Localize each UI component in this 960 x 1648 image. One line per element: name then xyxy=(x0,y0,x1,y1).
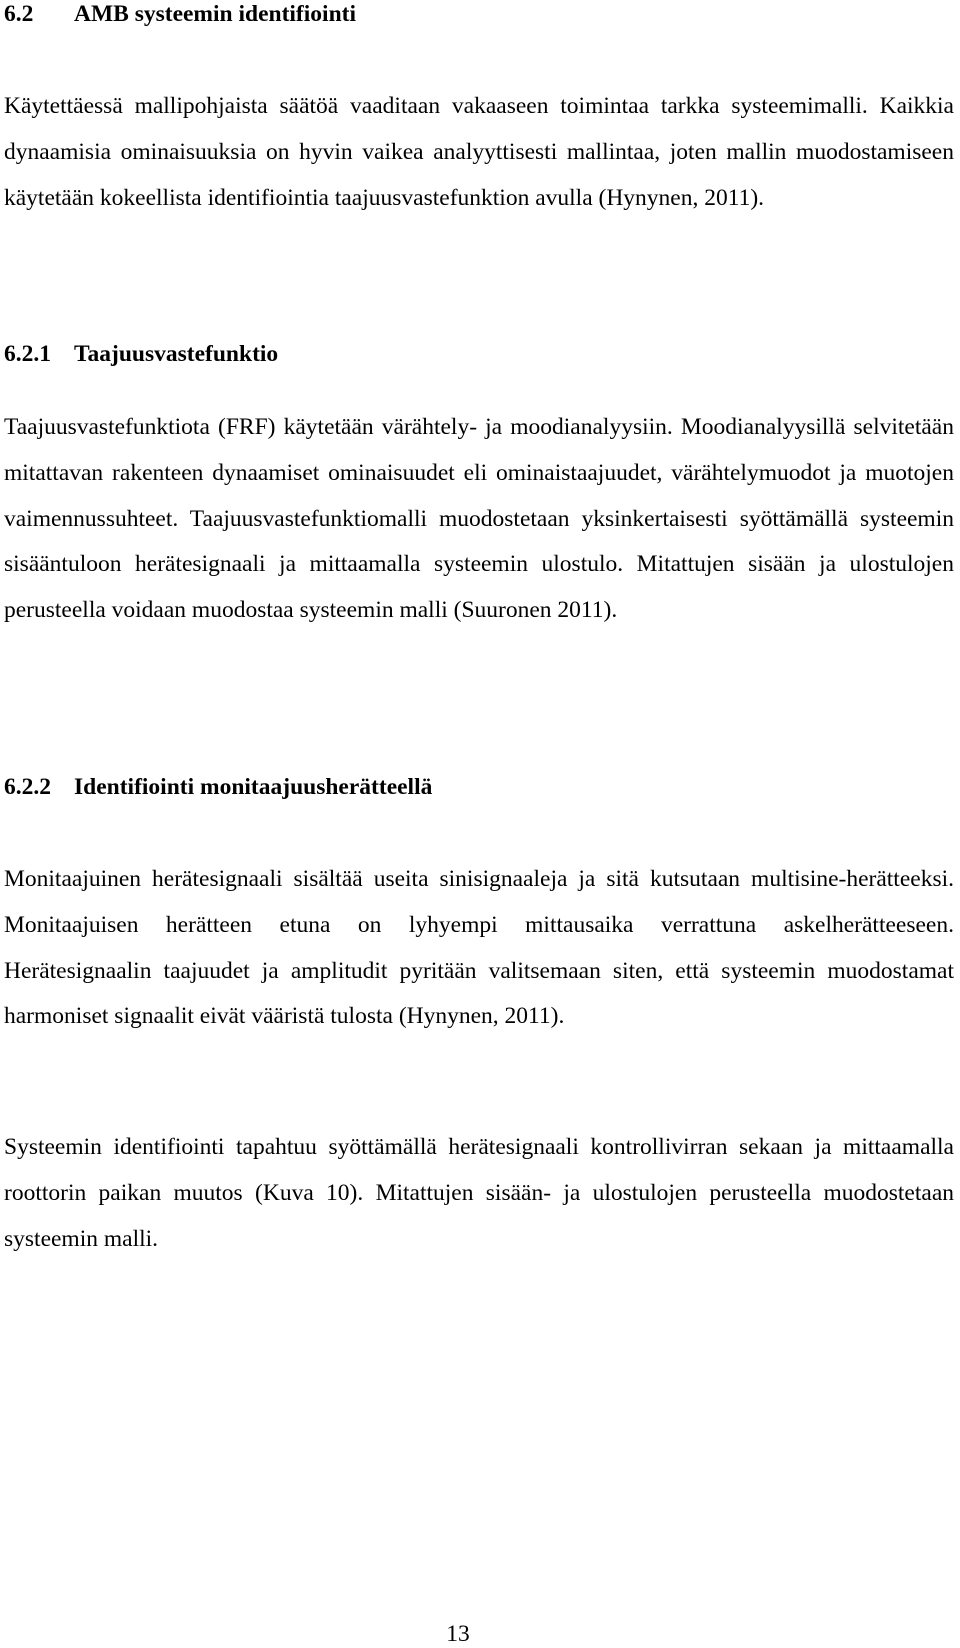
paragraph-multisine: Monitaajuinen herätesignaali sisältää useita sinisignaaleja ja sitä kutsutaan multisine-herätteeksi. Monitaajuisen herätteen etuna on lyhyempi mittausaika verrattuna askelherätteeseen. Herätesignaalin taajuudet ja amplitudit pyritään valitsemaan siten, että systeemin muodostamat harmoniset signaalit eivät vääristä tulosta (Hynynen, 2011). xyxy=(4,866,954,1030)
section-title: Identifiointi monitaajuusherätteellä xyxy=(74,774,433,800)
paragraph-frf: Taajuusvastefunktiota (FRF) käytetään värähtely- ja moodianalyysiin. Moodianalyysillä selvitetään mitattavan rakenteen dynaamiset ominaisuudet eli ominaistaajuudet, värähtelymuodot ja muotojen vaimennussuhteet. Taajuusvastefunktiomalli muodostetaan yksinkertaisesti syöttämällä systeemin sisääntuloon herätesignaali ja mittaamalla systeemin ulostulo. Mitattujen sisään ja ulostulojen perusteella voidaan muodostaa systeemin malli (Suuronen 2011). xyxy=(4,414,954,624)
section-number: 6.2 xyxy=(4,1,34,27)
paragraph-identification: Systeemin identifiointi tapahtuu syöttämällä herätesignaali kontrollivirran sekaan ja mittaamalla roottorin paikan muutos (Kuva 10). Mitattujen sisään- ja ulostulojen perusteella muodostetaan systeemin malli. xyxy=(4,1134,954,1252)
section-heading-6-2-2 xyxy=(4,773,432,801)
page-number xyxy=(0,1620,960,1648)
paragraph-intro: Käytettäessä mallipohjaista säätöä vaaditaan vakaaseen toimintaa tarkka systeemimalli. Kaikkia dynaamisia ominaisuuksia on hyvin vaikea analyyttisesti mallintaa, joten mallin muodostamiseen käytetään kokeellista identifiointia taajuusvastefunktion avulla (Hynynen, 2011). xyxy=(4,93,954,211)
section-heading-6-2-1 xyxy=(4,340,278,368)
section-title: Taajuusvastefunktio xyxy=(74,341,279,367)
section-title: AMB systeemin identifiointi xyxy=(74,1,356,27)
section-heading-6-2 xyxy=(4,0,356,28)
section-number: 6.2.2 xyxy=(4,774,51,800)
page-number-text: 13 xyxy=(446,1621,470,1647)
section-number: 6.2.1 xyxy=(4,341,51,367)
